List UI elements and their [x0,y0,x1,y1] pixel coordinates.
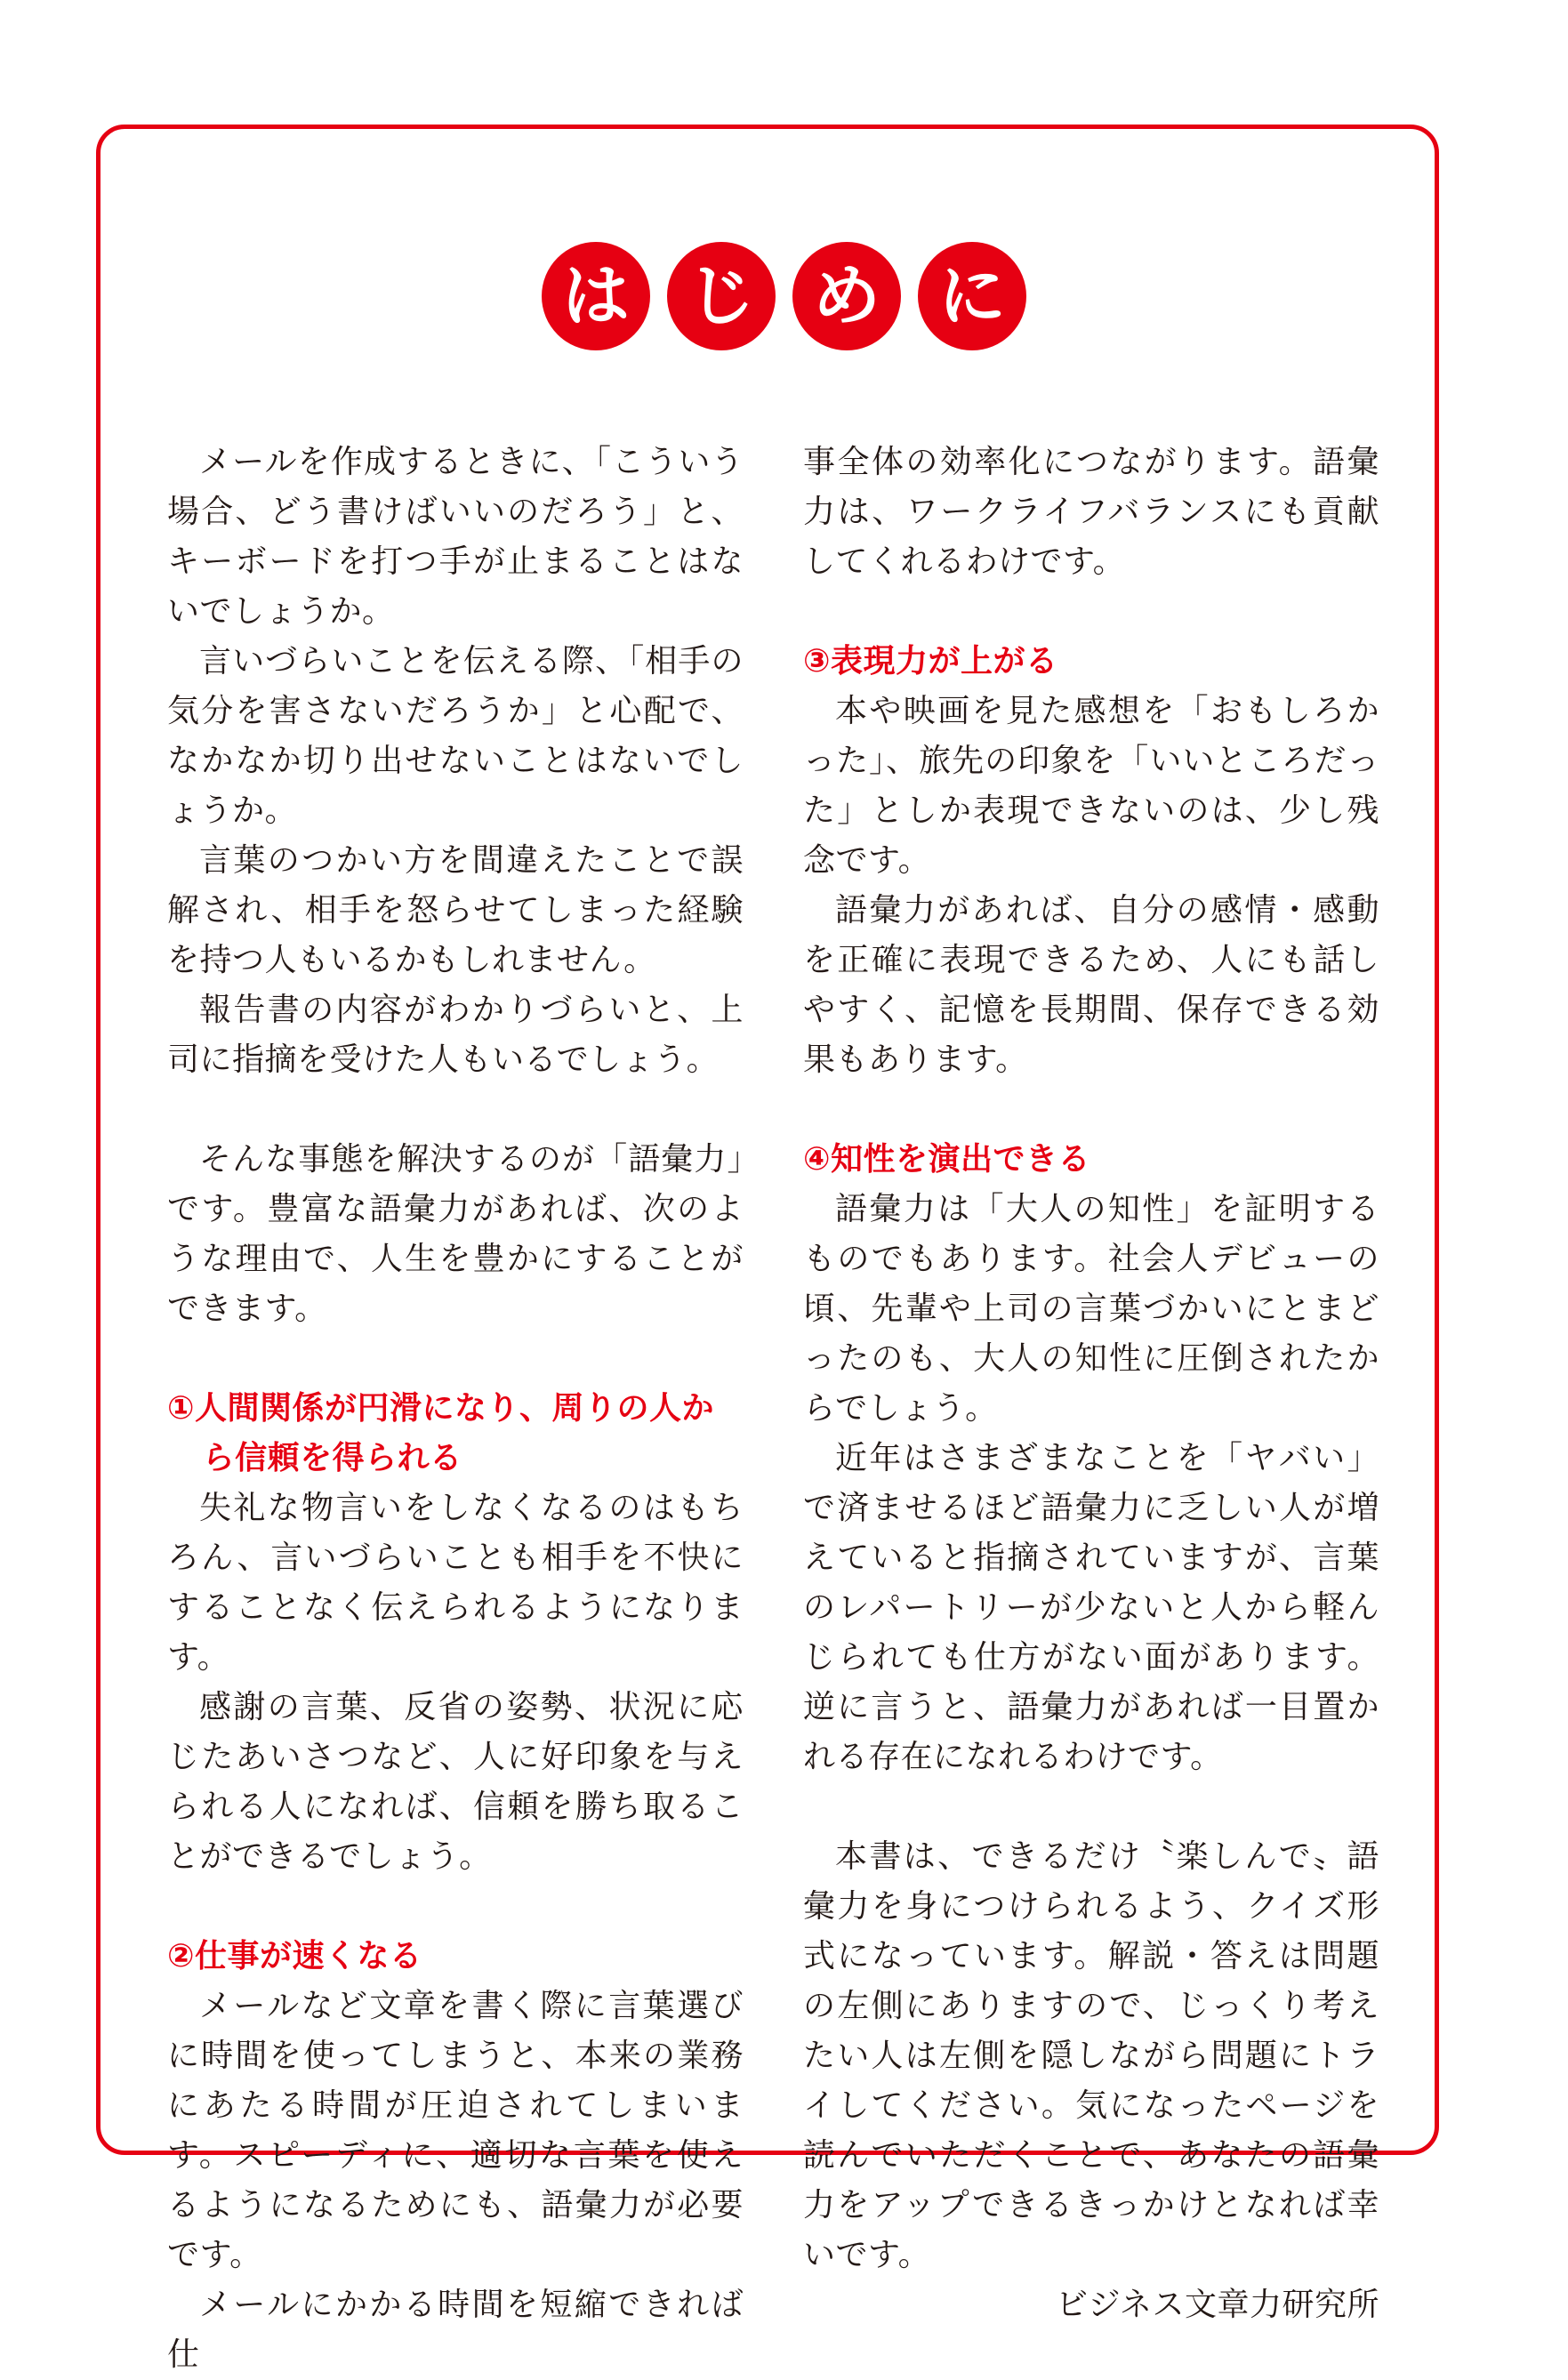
section-heading: ③表現力が上がる [803,643,1058,679]
left-column [167,438,744,2380]
paragraph: 本書は、できるだけ〝楽しんで〟語彙力を身につけられるよう、クイズ形式になっています。解説・答えは問題の左側にありますので、じっくり考えたい人は左側を隠しながら問題にトライしてください。気になったページを読んでいただくことで、あなたの語彙力をアップできるきっかけとなれば幸いです。 [803,1838,1379,2273]
spacer [167,1334,744,1384]
spacer [803,1085,1379,1135]
paragraph: 感謝の言葉、反省の姿勢、状況に応じたあいさつなど、人に好印象を与えられる人になれば、信頼を勝ち取ることができるでしょう。 [167,1689,744,1875]
spacer [803,587,1379,637]
paragraph: メールを作成するときに、「こういう場合、どう書けばいいのだろう」と、キーボードを打つ手が止まることはないでしょうか。 [167,444,744,630]
section-heading: ①人間関係が円滑になり、周りの人から信頼を得られる [167,1390,714,1476]
page-title [0,242,1568,350]
right-column [803,438,1379,2330]
spacer [167,1085,744,1135]
section-heading: ②仕事が速くなる [167,1938,422,1974]
title-char: じ [667,242,776,350]
paragraph: 報告書の内容がわかりづらいと、上司に指摘を受けた人もいるでしょう。 [167,992,744,1078]
paragraph: 語彙力は「大人の知性」を証明するものでもあります。社会人デビューの頃、先輩や上司の言葉づかいにとまどったのも、大人の知性に圧倒されたからでしょう。 [803,1191,1379,1427]
paragraph: 語彙力があれば、自分の感情・感動を正確に表現できるため、人にも話しやすく、記憶を長期間、保存できる効果もあります。 [803,892,1379,1078]
spacer [167,1882,744,1932]
section-heading: ④知性を演出できる [803,1141,1090,1178]
paragraph: 言葉のつかい方を間違えたことで誤解され、相手を怒らせてしまった経験を持つ人もいるかもしれません。 [167,842,744,978]
title-char: め [792,242,901,350]
title-char: は [542,242,650,350]
paragraph: 失礼な物言いをしなくなるのはもちろん、言いづらいことも相手を不快にすることなく伝えられるようになります。 [167,1490,744,1676]
paragraph: 本や映画を見た感想を「おもしろかった」、旅先の印象を「いいところだった」としか表現できないのは、少し残念です。 [803,693,1379,879]
paragraph: 事全体の効率化につながります。語彙力は、ワークライフバランスにも貢献してくれるわけです。 [803,444,1379,580]
title-char: に [918,242,1026,350]
paragraph: メールにかかる時間を短縮できれば仕 [167,2287,744,2373]
paragraph: そんな事態を解決するのが「語彙力」です。豊富な語彙力があれば、次のような理由で、人生を豊かにすることができます。 [167,1141,744,1327]
paragraph: メールなど文章を書く際に言葉選びに時間を使ってしまうと、本来の業務にあたる時間が圧迫されてしまいます。スピーディに、適切な言葉を使えるようになるためにも、語彙力が必要です。 [167,1988,744,2273]
paragraph: 近年はさまざまなことを「ヤバい」で済ませるほど語彙力に乏しい人が増えていると指摘されていますが、言葉のレパートリーが少ないと人から軽んじられても仕方がない面があります。逆に言うと、語彙力があれば一目置かれる存在になれるわけです。 [803,1440,1379,1775]
author-signature: ビジネス文章力研究所 [1056,2287,1379,2323]
paragraph: 言いづらいことを伝える際、「相手の気分を害さないだろうか」と心配で、なかなか切り出せないことはないでしょうか。 [167,643,744,829]
spacer [803,1782,1379,1832]
